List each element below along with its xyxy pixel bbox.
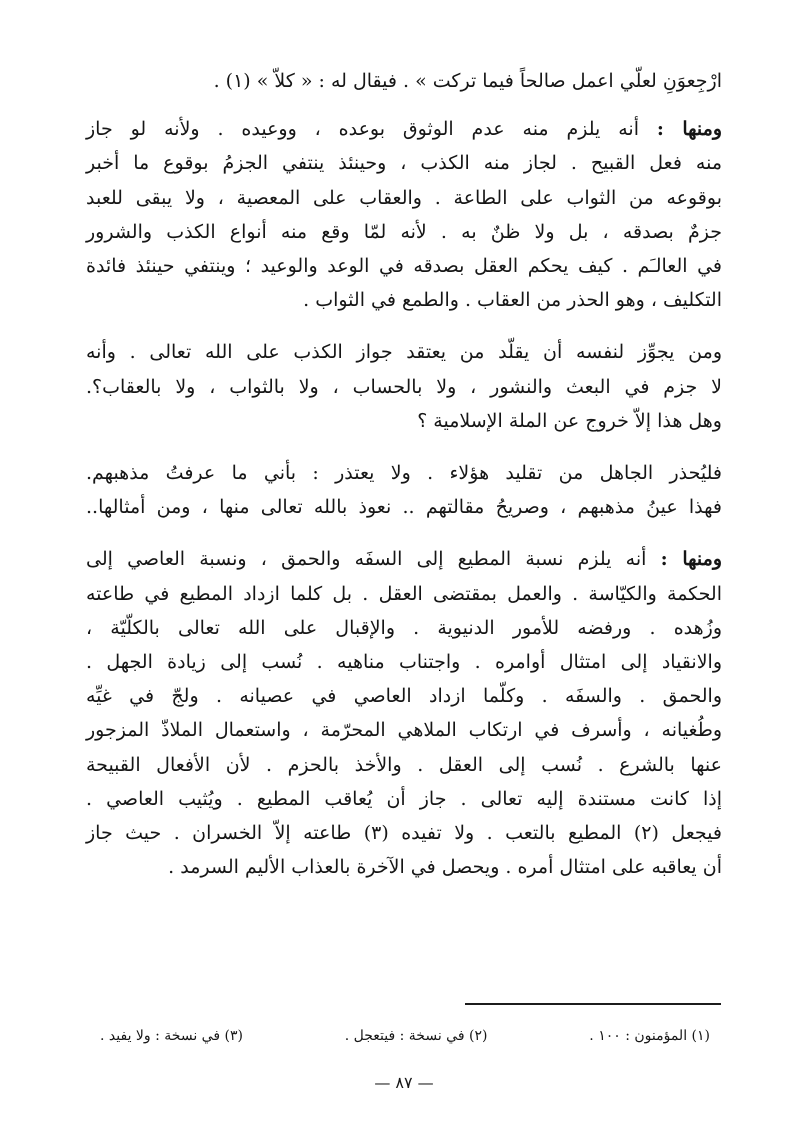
text-line: أن يعاقبه على امتثال أمره . ويحصل في الآخرة بالعذاب الأليم السرمد .: [168, 856, 722, 879]
footnote-2: (٢) في نسخة : فيتعجل .: [344, 1028, 488, 1044]
text-line: [86, 112, 722, 146]
text-line: فليُحذر الجاهل من تقليد هؤلاء . ولا يعتذر : بأني ما عرفتُ مذهبهم.: [86, 462, 722, 485]
paragraph-gap: [86, 524, 722, 542]
text-line: وزُهده . ورفضه للأمور الدنيوية . والإقبال على الله تعالى بالكلّيّة ،: [86, 616, 722, 639]
text-line-rest: أنه يلزم نسبة المطيع إلى السفَه والحمق ، ونسبة العاصي إلى: [86, 548, 647, 571]
paragraph-2: [86, 112, 722, 317]
paragraph-4: [86, 456, 722, 524]
paragraph-lead: ومنها :: [656, 118, 723, 141]
footnote-1: (١) المؤمنون : ١٠٠ .: [589, 1028, 710, 1044]
text-line: منه فعل القبيح . لجاز منه الكذب ، وحينئذ ينتفي الجزمُ بوقوع ما أخبر: [86, 152, 722, 175]
text-line: جزمٌ بصدقه ، بل ولا ظنٌ به . لأنه لمّا وقع منه أنواع الكذب والشرور: [86, 220, 722, 243]
paragraph-gap: [86, 317, 722, 335]
text-line: بوقوعه من الثواب على الطاعة . والعقاب على المعصية ، ولا يبقى للعبد: [86, 186, 722, 209]
paragraph-1: [86, 64, 722, 98]
paragraph-3: [86, 335, 722, 438]
footnotes: [100, 1026, 710, 1046]
footnote-divider: [465, 1003, 721, 1005]
page-body: [86, 64, 722, 884]
text-line: ارْجِعوَنِ لعلّي اعمل صالحاً فيما تركت » . فيقال له : « كلاّ » (١) .: [213, 70, 722, 92]
text-line: عنها بالشرع . نُسب إلى العقل . والأخذ بالحزم . لأن الأفعال القبيحة: [86, 753, 722, 776]
text-line-rest: أنه يلزم منه عدم الوثوق بوعده ، ووعيده . ولأنه لو جاز: [86, 118, 639, 141]
text-line: وهل هذا إلاّ خروج عن الملة الإسلامية ؟: [417, 409, 722, 432]
text-line: [86, 542, 722, 576]
text-line: والانقياد إلى امتثال أوامره . واجتناب مناهيه . نُسب إلى زيادة الجهل .: [86, 651, 722, 674]
text-line: الحكمة والكيّاسة . والعمل بمقتضى العقل . بل كلما ازداد المطيع في طاعته: [86, 582, 722, 605]
text-line: في العالـَم . كيف يحكم العقل بصدقه في الوعد والوعيد ؛ وينتفي حينئذ فائدة: [86, 255, 722, 278]
text-line: لا جزم في البعث والنشور ، ولا بالحساب ، ولا بالثواب ، ولا بالعقاب؟.: [86, 375, 722, 398]
text-line: والحمق . والسفَه . وكلّما ازداد العاصي في عصيانه . ولجّ في غيِّه: [86, 685, 722, 708]
text-line: فهذا عينُ مذهبهم ، وصريحُ مقالتهم .. نعوذ بالله تعالى منها ، ومن أمثالها..: [86, 496, 722, 519]
text-line: إذا كانت مستندة إليه تعالى . جاز أن يُعاقب المطيع . ويُثيب العاصي .: [86, 787, 722, 810]
paragraph-gap: [86, 438, 722, 456]
text-line: فيجعل (٢) المطيع بالتعب . ولا تفيده (٣) طاعته إلاّ الخسران . حيث جاز: [86, 822, 722, 845]
page-number: — ٨٧ —: [374, 1073, 434, 1092]
text-line: ومن يجوِّز لنفسه أن يقلّد من يعتقد جواز الكذب على الله تعالى . وأنه: [86, 341, 722, 364]
paragraph-gap: [86, 98, 722, 112]
footnote-3: (٣) في نسخة : ولا يفيد .: [100, 1028, 243, 1044]
text-line: التكليف ، وهو الحذر من العقاب . والطمع في الثواب .: [303, 289, 722, 312]
paragraph-lead: ومنها :: [660, 548, 722, 571]
text-line: وطُغيانه ، وأسرف في ارتكاب الملاهي المحرّمة ، واستعمال الملاذّ المزجور: [86, 719, 722, 742]
paragraph-5: [86, 542, 722, 884]
